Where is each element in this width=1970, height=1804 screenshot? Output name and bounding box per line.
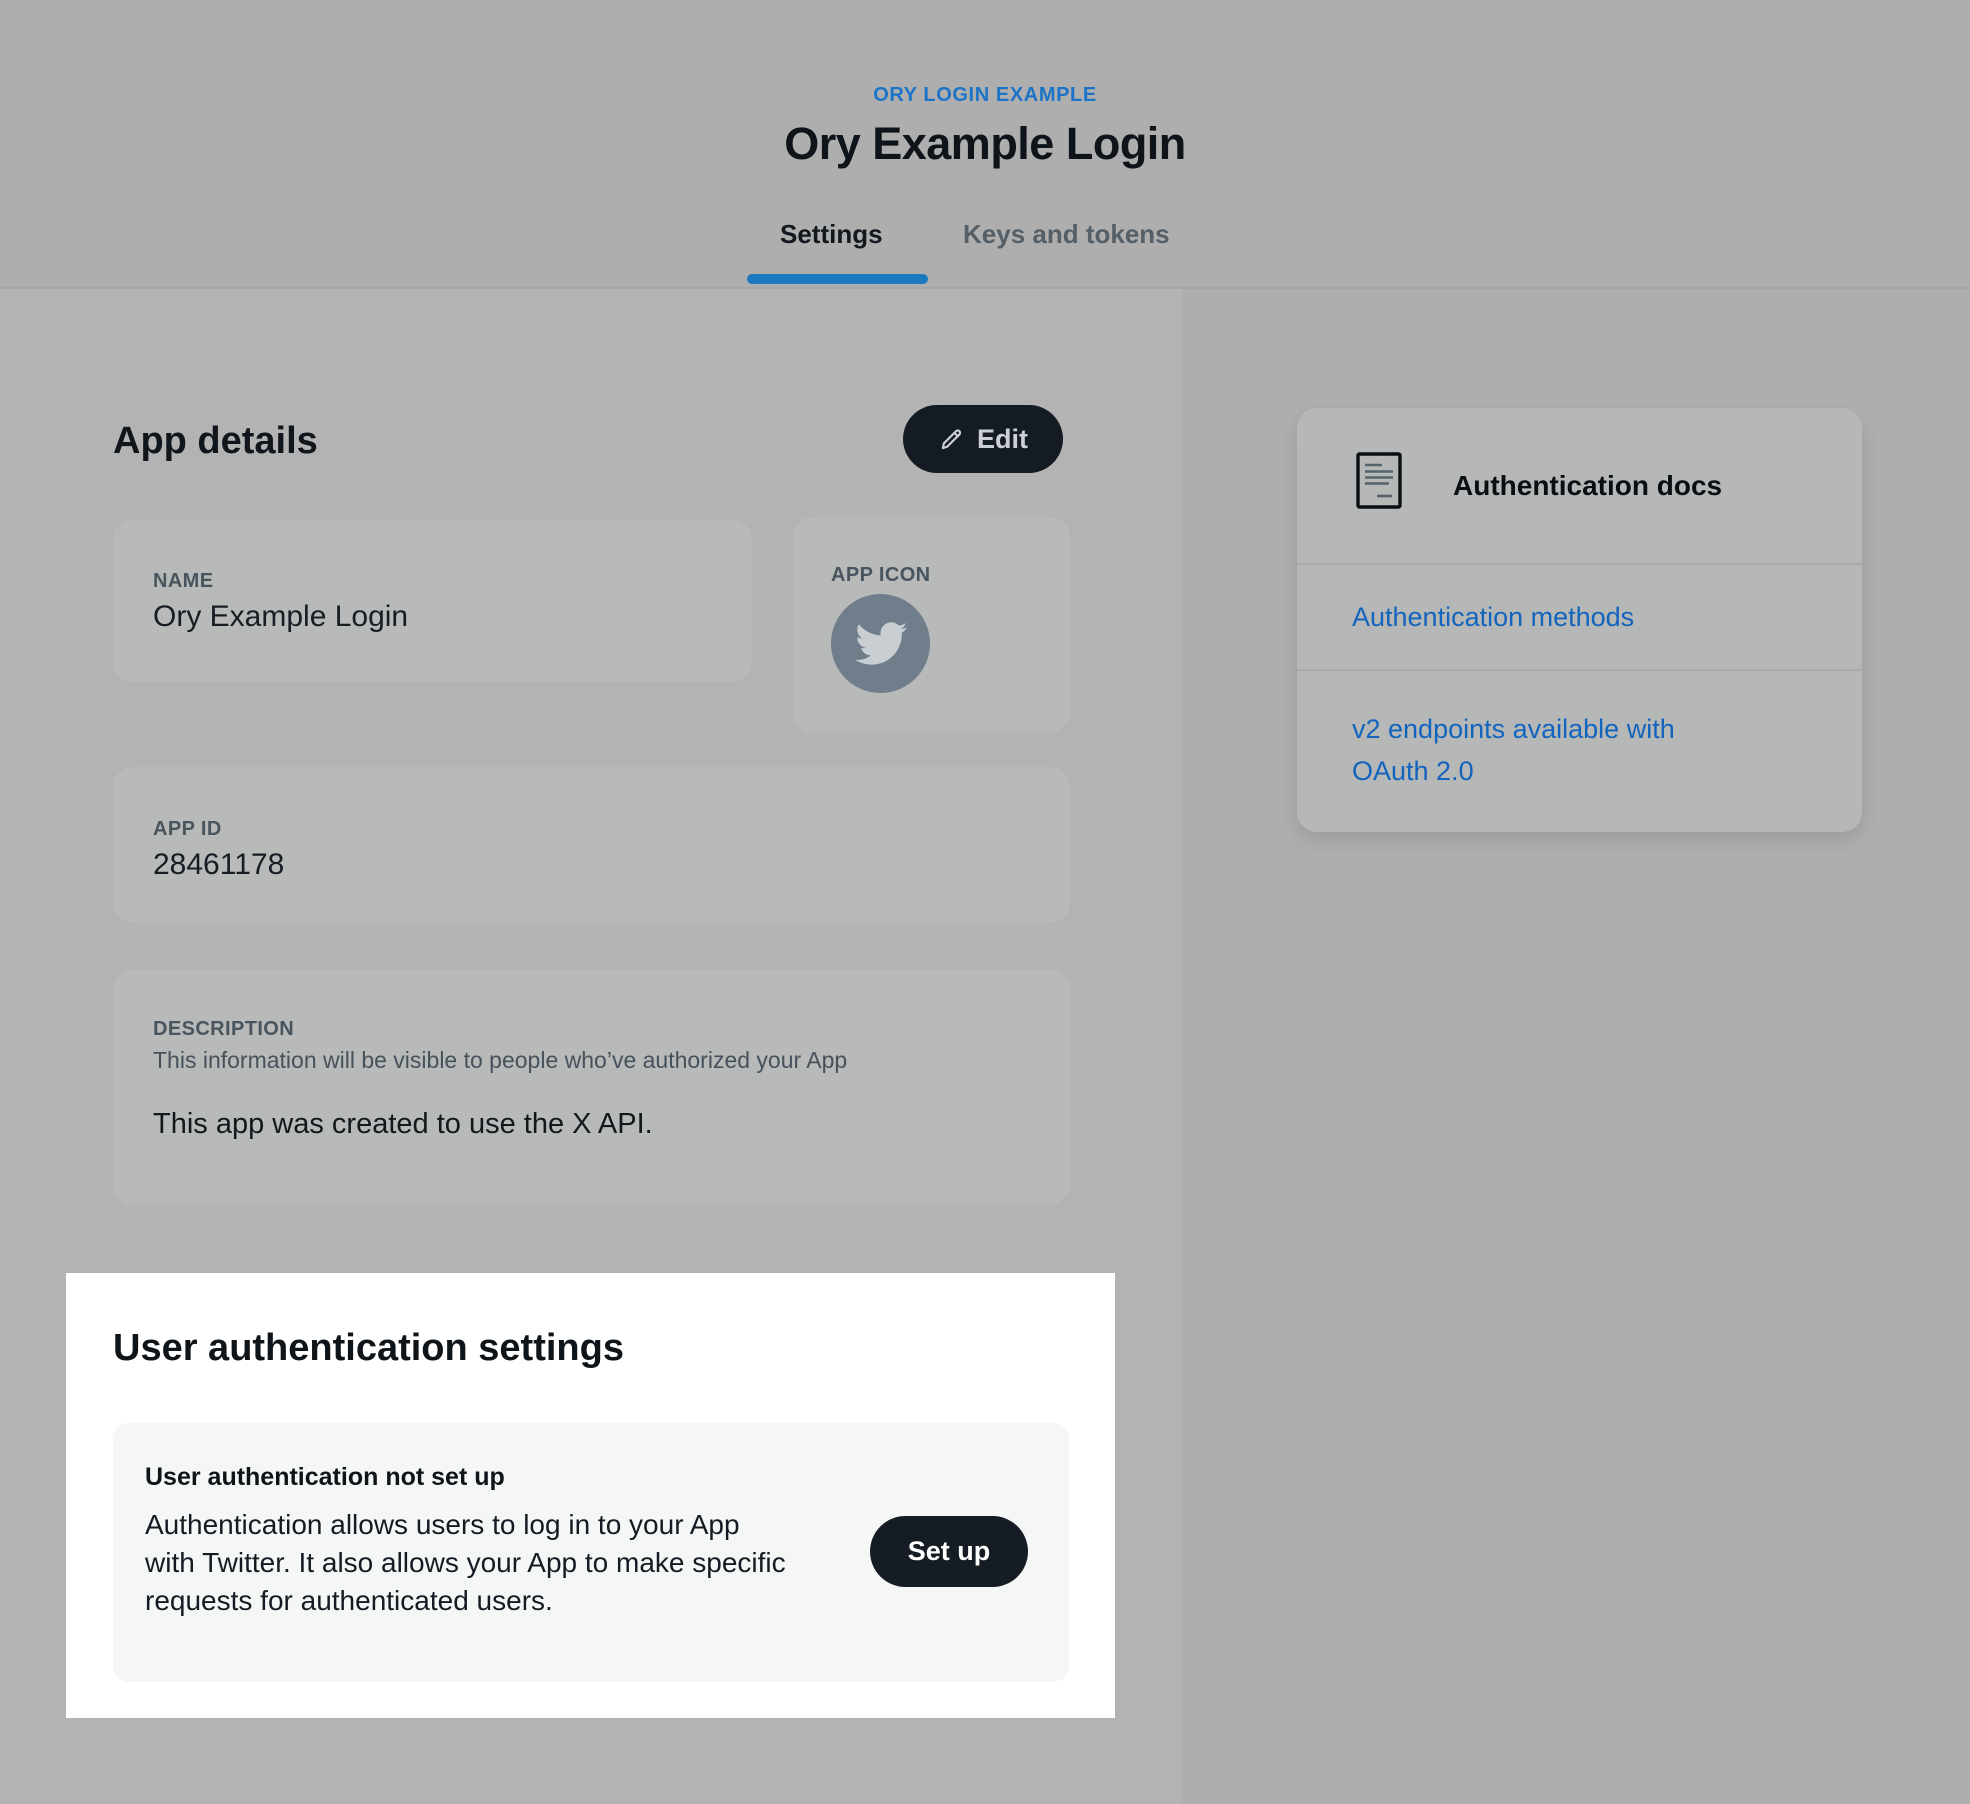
twitter-bird-icon <box>853 616 908 671</box>
description-label: DESCRIPTION <box>153 1018 295 1040</box>
app-id-label: APP ID <box>153 818 222 840</box>
app-id-value: 28461178 <box>153 848 285 881</box>
edit-button-label: Edit <box>977 423 1028 454</box>
user-auth-card-body: Authentication allows users to log in to your App with Twitter. It also allows your App to make specific requests for authenticated users. <box>145 1509 786 1616</box>
app-icon-avatar <box>831 594 930 693</box>
authentication-docs-card <box>1297 408 1862 832</box>
docs-card-title: Authentication docs <box>1453 470 1723 501</box>
docs-divider-2 <box>1297 669 1862 671</box>
name-value: Ory Example Login <box>153 600 409 633</box>
page-header <box>0 0 1970 289</box>
tab-settings[interactable]: Settings <box>780 219 883 249</box>
app-details-heading: App details <box>113 420 318 462</box>
app-icon-label: APP ICON <box>831 564 931 586</box>
docs-link-authentication-methods[interactable]: Authentication methods <box>1352 602 1635 632</box>
tab-keys-and-tokens[interactable]: Keys and tokens <box>963 219 1170 249</box>
description-value: This app was created to use the X API. <box>153 1108 653 1140</box>
edit-button[interactable] <box>903 405 1063 473</box>
pencil-icon <box>938 426 965 453</box>
docs-divider-1 <box>1297 563 1862 565</box>
app-eyebrow: ORY LOGIN EXAMPLE <box>873 84 1097 106</box>
app-id-card <box>113 767 1070 923</box>
description-hint: This information will be visible to people who’ve authorized your App <box>153 1047 848 1073</box>
active-tab-underline <box>747 274 928 284</box>
docs-link-v2-endpoints[interactable]: v2 endpoints available with OAuth 2.0 <box>1352 714 1675 786</box>
user-auth-heading: User authentication settings <box>113 1327 624 1369</box>
name-label: NAME <box>153 570 214 592</box>
docs-card-header <box>1297 408 1862 563</box>
setup-button-label: Set up <box>907 1536 991 1566</box>
description-card <box>113 970 1070 1205</box>
setup-button[interactable] <box>870 1516 1028 1587</box>
user-auth-card-title: User authentication not set up <box>145 1463 505 1491</box>
page-title: Ory Example Login <box>784 118 1186 169</box>
document-icon <box>1356 452 1402 514</box>
